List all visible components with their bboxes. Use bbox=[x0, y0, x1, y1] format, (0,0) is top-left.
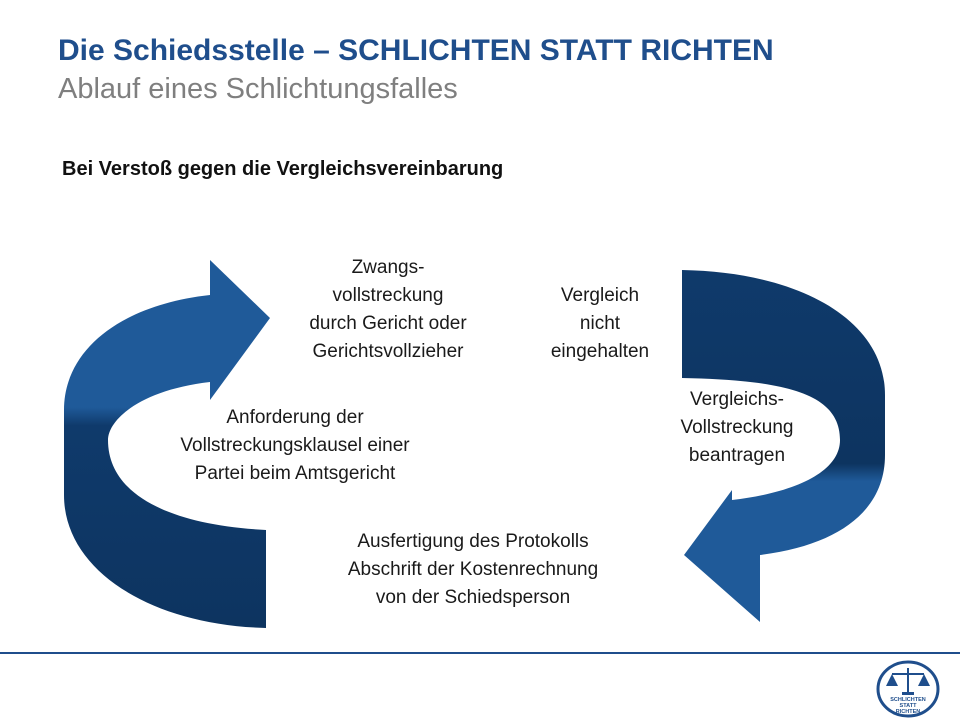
slide-subtitle: Ablauf eines Schlichtungsfalles bbox=[58, 73, 458, 105]
logo-text-line2: STATT bbox=[899, 703, 917, 709]
slide-title: Die Schiedsstelle – SCHLICHTEN STATT RICHTEN bbox=[58, 34, 774, 67]
footer-rule bbox=[0, 652, 960, 654]
step-vergleich-nicht-eingehalten: Vergleich nicht eingehalten bbox=[550, 285, 650, 362]
logo-text-line1: SCHLICHTEN bbox=[890, 697, 926, 703]
step-vollstreckung-beantragen: Vergleichs- Vollstreckung beantragen bbox=[680, 389, 794, 466]
step-ausfertigung-protokoll: Ausfertigung des Protokolls Abschrift der Kostenrechnung von der Schiedsperson bbox=[347, 531, 599, 608]
step-zwangsvollstreckung: Zwangs- vollstreckung durch Gericht oder Gerichtsvollzieher bbox=[309, 257, 467, 362]
schiedsstelle-logo bbox=[876, 660, 940, 718]
logo-text-line3: RICHTEN bbox=[895, 709, 921, 715]
section-heading: Bei Verstoß gegen die Vergleichsvereinbarung bbox=[62, 158, 504, 180]
step-vollstreckungsklausel: Anforderung der Vollstreckungsklausel einer Partei beim Amtsgericht bbox=[180, 407, 410, 484]
